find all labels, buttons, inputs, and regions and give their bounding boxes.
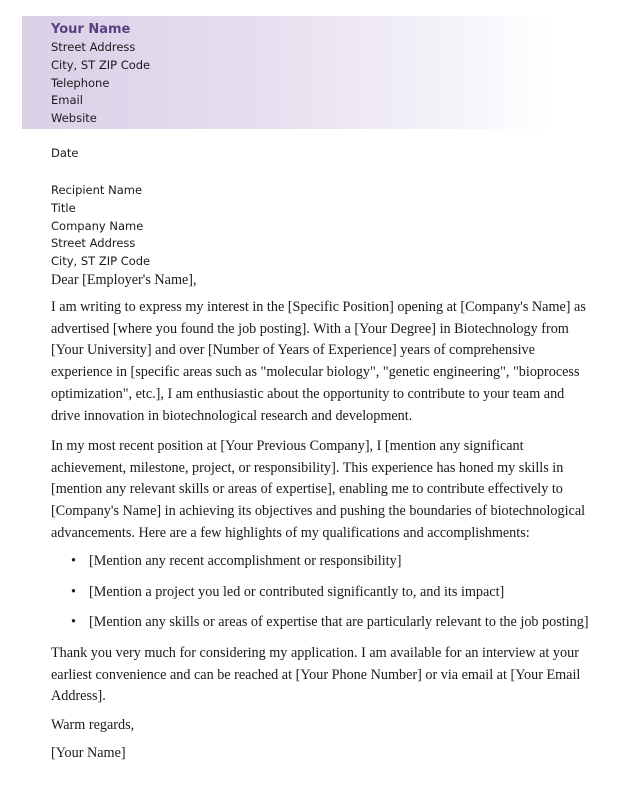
list-item-text: [Mention any recent accomplishment or responsibility]: [89, 553, 402, 569]
sender-city: City, ST ZIP Code: [51, 57, 151, 72]
body-paragraph-2: In my most recent position at [Your Previous Company], I [mention any significant achievement, milestone, project, or responsibility]. This experience has honed my skills in [mention any relevant skills or areas of expertise], enabling me to contribute effectively to [Company's Name] in achieving its objectives and pushing the boundaries of biotechnological advancements. Here are a few highlights of my qualifications and accomplishments:: [51, 438, 586, 541]
list-item-text: [Mention any skills or areas of expertise that are particularly relevant to the job posting]: [89, 614, 589, 631]
highlights-list: [51, 551, 621, 643]
bullet-icon: •: [71, 583, 76, 600]
bullet-icon: •: [71, 553, 76, 569]
recipient-street: Street Address: [51, 236, 136, 251]
list-item-text: [Mention a project you led or contributed significantly to, and its impact]: [89, 583, 505, 600]
sender-website: Website: [51, 111, 97, 126]
sender-telephone: Telephone: [51, 75, 110, 90]
recipient-name: Recipient Name: [51, 183, 143, 197]
salutation: Dear [Employer's Name],: [51, 272, 197, 288]
signature: [Your Name]: [51, 745, 126, 761]
list-item: [51, 551, 621, 582]
date: Date: [51, 146, 79, 160]
sender-block: [51, 21, 150, 128]
sender-name: Your Name: [51, 22, 131, 37]
list-item: [51, 612, 621, 643]
recipient-block: [51, 182, 150, 271]
sender-email: Email: [51, 93, 83, 108]
body-paragraph-1: I am writing to express my interest in the [Specific Position] opening at [Company's Name] as advertised [where you found the job posting]. With a [Your Degree] in Biotechnology from [Your University] and over [Number of Years of Experience] years of comprehensive experience in [specific areas such as "molecular biology", "genetic engineering", "bioprocess optimization", etc.], I am enthusiastic about the opportunity to contribute to your team and drive innovation in biotechnological research and development.: [51, 299, 586, 424]
closing: Warm regards,: [51, 717, 135, 733]
list-item: [51, 582, 621, 613]
recipient-title: Title: [51, 200, 76, 215]
recipient-company: Company Name: [51, 218, 144, 233]
sender-street: Street Address: [51, 40, 136, 54]
bullet-icon: •: [71, 614, 76, 631]
body-paragraph-3: Thank you very much for considering my application. I am available for an interview at your earliest convenience and can be reached at [Your Phone Number] or via email at [Your Email Address].: [51, 645, 581, 705]
recipient-city: City, ST ZIP Code: [51, 254, 151, 269]
